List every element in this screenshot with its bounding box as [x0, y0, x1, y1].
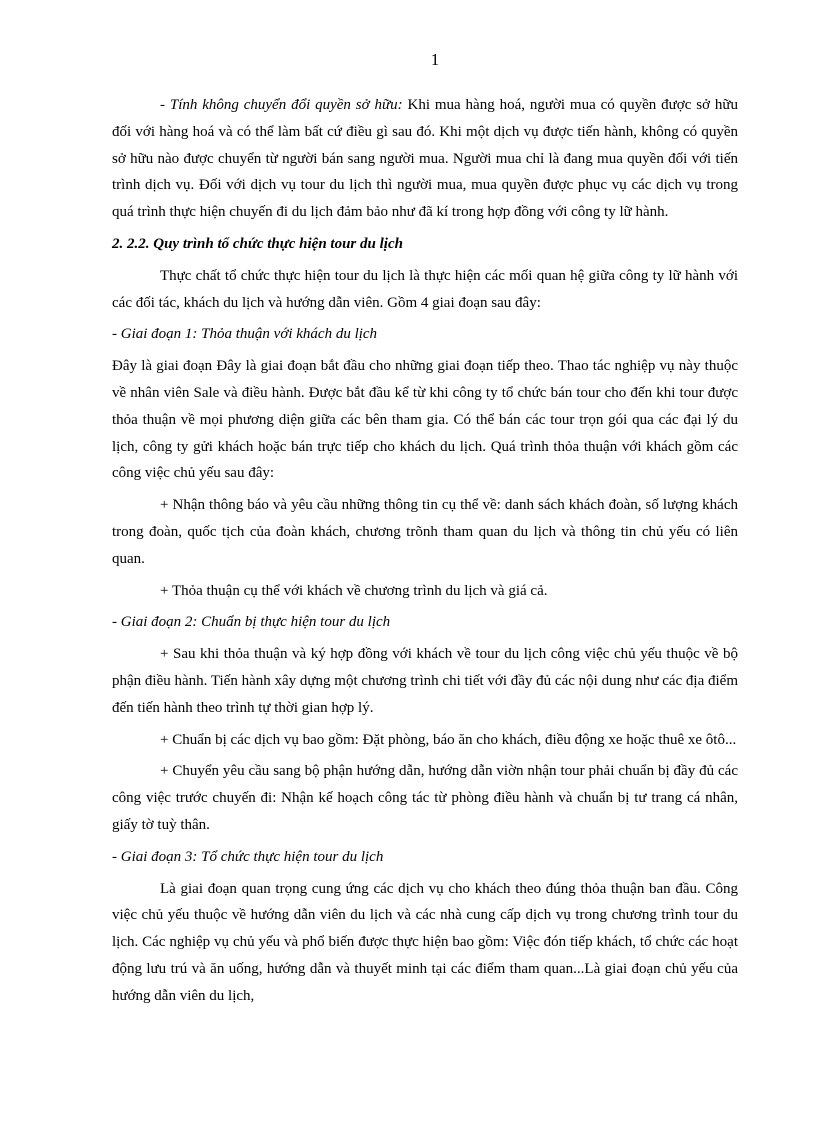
paragraph-item: + Nhận thông báo và yêu cầu những thông tin cụ thể về: danh sách khách đoàn, số lượng khách trong đoàn, quốc tịch của đoàn khách, chương trõnh tham quan du lịch và thông tin chủ yếu có liên quan.: [112, 497, 738, 567]
paragraph-lead: - Tính không chuyển đổi quyền sở hữu:: [160, 97, 403, 113]
paragraph-phase-3: Là giai đoạn quan trọng cung ứng các dịch vụ cho khách theo đúng thỏa thuận ban đầu. Công việc chủ yếu thuộc về hướng dẫn viên du lịch và các nhà cung cấp dịch vụ trong chương trình tour du lịch. Các nghiệp vụ chủ yếu và phổ biến được thực hiện bao gồm: Việc đón tiếp khách, tổ chức các hoạt động lưu trú và ăn uống, hướng dẫn và thuyết minh tại các điểm tham quan...Là giai đoạn chủ yếu của hướng dẫn viên du lịch,: [112, 880, 738, 1004]
paragraph-intro: Thực chất tổ chức thực hiện tour du lịch là thực hiện các mối quan hệ giữa công ty lữ hành với các đối tác, khách du lịch và hướng dẫn viên. Gồm 4 giai đoạn sau đây:: [112, 267, 738, 311]
page-number: 1: [430, 50, 440, 69]
paragraph-item: + Sau khi thỏa thuận và ký hợp đồng với khách về tour du lịch công việc chủ yếu thuộc về bộ phận điều hành. Tiến hành xây dựng một chương trình chi tiết với đầy đủ các nội dung như các địa điểm đến tiến hành theo trình tự thời gian hợp lý.: [112, 646, 738, 716]
phase-1-heading: - Giai đoạn 1: Thỏa thuận với khách du lịch: [112, 326, 378, 343]
phase-3-heading: - Giai đoạn 3: Tổ chức thực hiện tour du lịch: [112, 848, 384, 865]
paragraph-item: + Thỏa thuận cụ thể với khách về chương trình du lịch và giá cả.: [160, 582, 548, 599]
phase-2-heading: - Giai đoạn 2: Chuẩn bị thực hiện tour du lịch: [112, 614, 391, 631]
paragraph-item: + Chuyển yêu cầu sang bộ phận hướng dẫn, hướng dẫn viờn nhận tour phải chuẩn bị đầy đủ các công việc trước chuyến đi: Nhận kế hoạch công tác từ phòng điều hành và chuẩn bị tư trang cá nhân, giấy tờ tuỳ thân.: [112, 763, 738, 833]
document-page: [112, 48, 738, 1015]
section-heading: 2. 2.2. Quy trình tổ chức thực hiện tour du lịch: [112, 235, 403, 252]
paragraph-text: Khi mua hàng hoá, người mua có quyền được sở hữu đối với hàng hoá và có thể làm bất cứ điều gì sau đó. Khi một dịch vụ được tiến hành, không có quyền sở hữu nào được chuyển từ người bán sang người mua. Người mua chỉ là đang mua quyền đối với tiến trình dịch vụ. Đối với dịch vụ tour du lịch thì người mua, mua quyền được phục vụ các dịch vụ trong quá trình thực hiện chuyến đi du lịch đảm bảo như đã kí trong hợp đồng với công ty lữ hành.: [112, 97, 738, 221]
paragraph-non-transfer-ownership: [112, 92, 738, 226]
paragraph-phase-1: Đây là giai đoạn Đây là giai đoạn bắt đầu cho những giai đoạn tiếp theo. Thao tác nghiệp vụ này thuộc về nhân viên Sale và điều hành. Được bắt đầu kể từ khi công ty tổ chức bán tour cho đến khi tour được thỏa thuận về mọi phương diện giữa các bên tham gia. Có thể bán các tour trọn gói qua các đại lý du lịch, công ty gửi khách hoặc bán trực tiếp cho khách du lịch. Quá trình thỏa thuận với khách gồm các công việc chủ yếu sau đây:: [112, 358, 738, 482]
paragraph-item: + Chuẩn bị các dịch vụ bao gồm: Đặt phòng, báo ăn cho khách, điều động xe hoặc thuê xe ôtô...: [160, 731, 737, 748]
